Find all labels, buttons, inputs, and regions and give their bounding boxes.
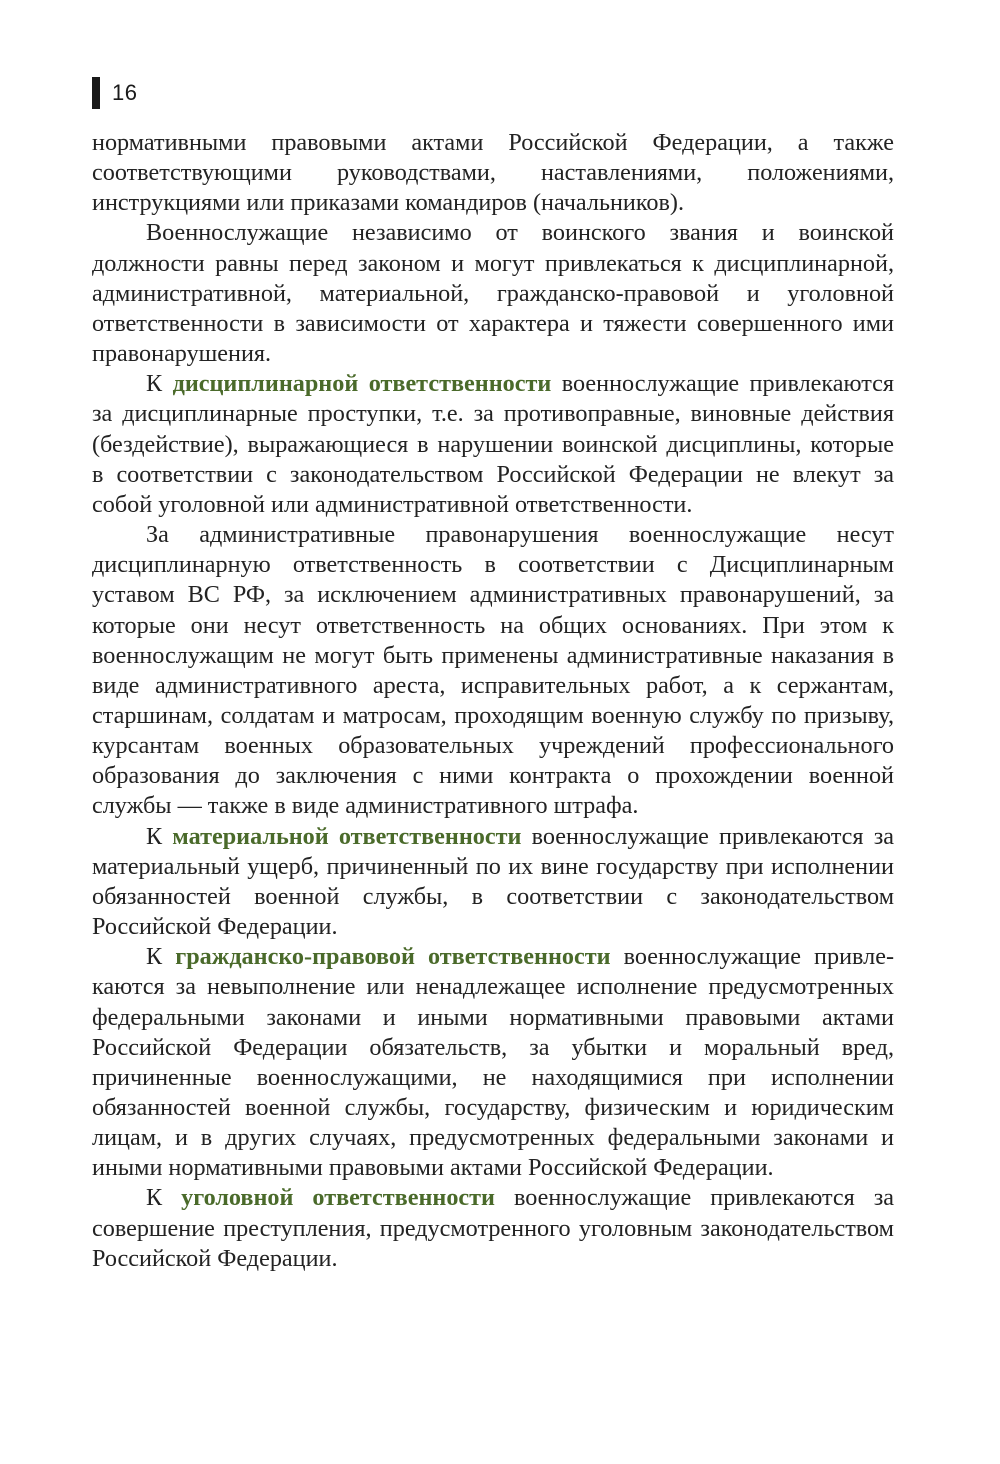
term-criminal-responsibility: уголовной ответственности — [181, 1184, 495, 1212]
term-civil-responsibility: гражданско-правовой ответственности — [175, 943, 611, 971]
paragraph-text: военнослужащие привлекаются за невыполнение или ненадлежащее исполнение предусмотренных федеральными законами и иными нормативными правовыми актами Российской Федерации обязательств, за убытки и моральный вред, причиненные военнослужащими, не находящимися при исполнении обязанностей военной службы, государству, физическим и юридическим лицам, и в других случаях, предусмотренных федеральными законами и иными нормативными правовыми актами Российской Федерации. — [92, 943, 894, 1182]
paragraph-material — [92, 822, 894, 943]
paragraph-1 — [92, 128, 894, 218]
body-text — [92, 128, 894, 1274]
page-number: 16 — [112, 80, 138, 105]
paragraph-criminal — [92, 1183, 894, 1273]
paragraph-disciplinary — [92, 369, 894, 520]
paragraph-2 — [92, 218, 894, 369]
paragraph-civil — [92, 942, 894, 1183]
paragraph-text: военнослужащие привлекаются за совершение преступления, предусмотренного уголовным законодательством Российской Федерации. — [92, 1184, 894, 1272]
page-header — [92, 76, 137, 110]
paragraph-text: нормативными правовыми актами Российской Федерации, а также соответствующими руководствами, наставлениями, положениями, инструкциями или приказами командиров (начальников). — [92, 129, 894, 217]
term-material-responsibility: материальной ответственности — [172, 822, 522, 850]
paragraph-lead: К — [146, 370, 173, 398]
paragraph-lead: К — [146, 943, 176, 971]
paragraph-lead: К — [146, 1184, 182, 1212]
paragraph-administrative — [92, 520, 894, 822]
paragraph-text: Военнослужащие независимо от воинского звания и воинской должности равны перед законом и могут привлекаться к дисциплинарной, административной, материальной, гражданско-правовой и уголовной ответственности в зависимости от характера и тяжести совершенного ими правонарушения. — [92, 219, 894, 368]
paragraph-text: военнослужащие привлекаются за дисциплинарные проступки, т.е. за противоправные, виновные действия (бездействие), выражающиеся в нарушении воинской дисциплины, которые в соответствии с законодательством Российской Федерации не влекут за собой уголовной или административной ответственности. — [92, 370, 894, 518]
paragraph-text: военнослужащие привлекаются за материальный ущерб, причиненный по их вине государству при исполнении обязанностей военной службы, в соответствии с законодательством Российской Федерации. — [92, 822, 894, 941]
term-disciplinary-responsibility: дисциплинарной ответственности — [172, 370, 552, 398]
header-marker-bar — [92, 77, 100, 109]
paragraph-lead: К — [146, 822, 173, 850]
paragraph-text: За административные правонарушения военнослужащие несут дисциплинарную ответственность в соответствии с Дисциплинарным уставом ВС РФ, за исключением административных правонарушений, за которые они несут ответственность на общих основаниях. При этом к военнослужащим не могут быть применены административные наказания в виде административного ареста, исправительных работ, а к сержантам, старшинам, солдатам и матросам, проходящим военную службу по призыву, курсантам военных образовательных учреждений профессионального образования до заключения с ними контракта о прохождении военной службы — также в виде административного штрафа. — [92, 521, 894, 820]
